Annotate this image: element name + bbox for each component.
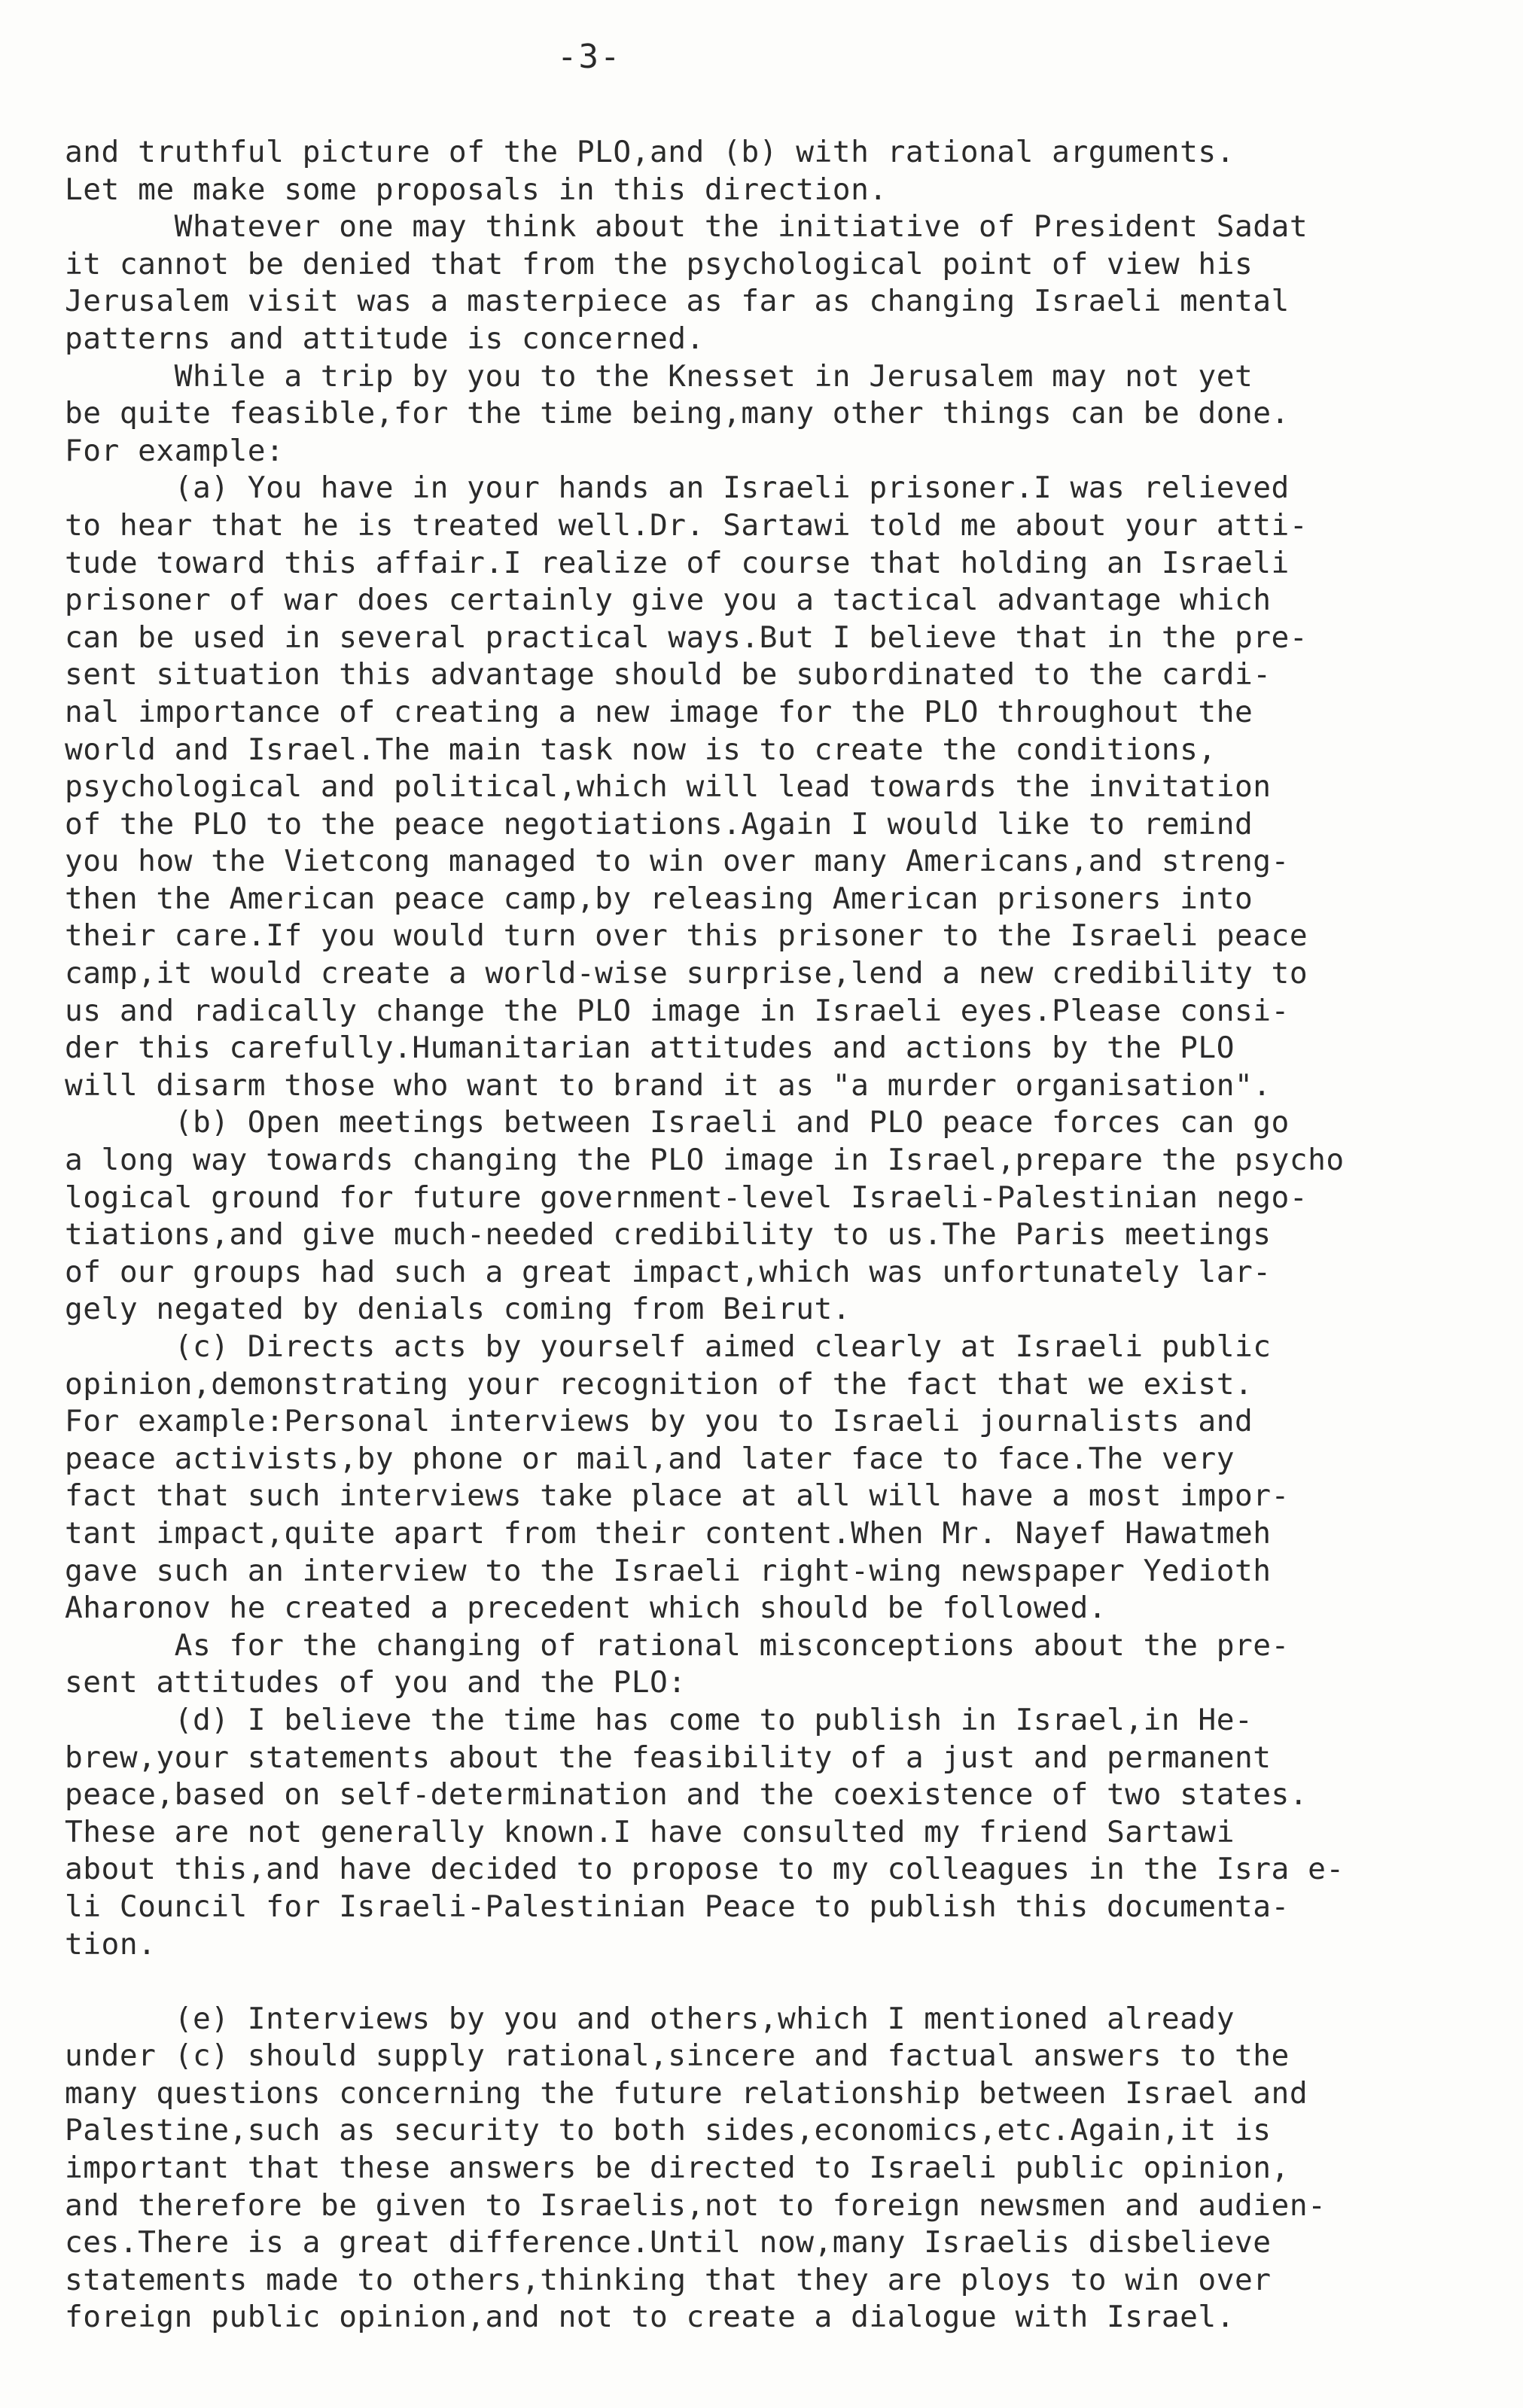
text-line: will disarm those who want to brand it as "a murder organisation". (65, 1067, 1272, 1103)
text-line: camp,it would create a world-wise surprise,lend a new credibility to (65, 956, 1308, 991)
text-line: Palestine,such as security to both sides,economics,etc.Again,it is (65, 2113, 1272, 2148)
text-line: der this carefully.Humanitarian attitudes and actions by the PLO (65, 1030, 1235, 1066)
text-line: you how the Vietcong managed to win over many Americans,and streng- (65, 844, 1290, 879)
text-line: their care.If you would turn over this prisoner to the Israeli peace (65, 918, 1308, 954)
text-line: tude toward this affair.I realize of course that holding an Israeli (65, 545, 1290, 580)
text-line: of our groups had such a great impact,which was unfortunately lar- (65, 1254, 1272, 1289)
text-line: logical ground for future government-level Israeli-Palestinian nego- (65, 1180, 1308, 1215)
text-line: a long way towards changing the PLO image in Israel,prepare the psycho (65, 1143, 1345, 1178)
text-line: and truthful picture of the PLO,and (b) with rational arguments. (65, 135, 1235, 169)
text-line: As for the changing of rational misconceptions about the pre- (65, 1627, 1290, 1663)
text-line: to hear that he is treated well.Dr. Sartawi told me about your atti- (65, 507, 1308, 543)
text-line (65, 1963, 1523, 2001)
text-line: gave such an interview to the Israeli right-wing newspaper Yedioth (65, 1553, 1272, 1588)
text-line: gely negated by denials coming from Beirut. (65, 1292, 851, 1327)
text-line: statements made to others,thinking that they are ploys to win over (65, 2262, 1272, 2297)
text-line: be quite feasible,for the time being,many other things can be done. (65, 396, 1290, 431)
text-line: about this,and have decided to propose to my colleagues in the Isra e- (65, 1852, 1345, 1887)
text-line: opinion,demonstrating your recognition of the fact that we exist. (65, 1366, 1253, 1402)
text-line: peace activists,by phone or mail,and later face to face.The very (65, 1441, 1235, 1476)
text-line: Jerusalem visit was a masterpiece as far as changing Israeli mental (65, 284, 1290, 319)
text-line: sent attitudes of you and the PLO: (65, 1665, 687, 1700)
text-line: Let me make some proposals in this direction. (65, 172, 888, 207)
text-line: ces.There is a great difference.Until now,many Israelis disbelieve (65, 2225, 1272, 2260)
text-line: can be used in several practical ways.But I believe that in the pre- (65, 620, 1308, 655)
text-line: of the PLO to the peace negotiations.Again I would like to remind (65, 806, 1253, 842)
text-line: important that these answers be directed to Israeli public opinion, (65, 2151, 1290, 2186)
text-line: fact that such interviews take place at all will have a most impor- (65, 1478, 1290, 1514)
text-line: Aharonov he created a precedent which should be followed. (65, 1591, 1107, 1626)
text-line: (e) Interviews by you and others,which I mentioned already (65, 2001, 1235, 2036)
text-line: foreign public opinion,and not to create a dialogue with Israel. (65, 2300, 1235, 2335)
text-line: tion. (65, 1926, 157, 1962)
text-line: peace,based on self-determination and the coexistence of two states. (65, 1777, 1308, 1813)
text-line: it cannot be denied that from the psychological point of view his (65, 246, 1253, 282)
text-line: sent situation this advantage should be subordinated to the cardi- (65, 657, 1272, 693)
text-line: These are not generally known.I have consulted my friend Sartawi (65, 1814, 1235, 1849)
text-line: brew,your statements about the feasibility of a just and permanent (65, 1740, 1272, 1775)
text-line: under (c) should supply rational,sincere and factual answers to the (65, 2038, 1290, 2074)
text-line: (d) I believe the time has come to publish in Israel,in He- (65, 1702, 1253, 1737)
text-line: patterns and attitude is concerned. (65, 321, 705, 356)
text-line: world and Israel.The main task now is to create the conditions, (65, 732, 1217, 767)
text-line: For example: (65, 433, 285, 468)
text-line: psychological and political,which will lead towards the invitation (65, 769, 1272, 805)
text-line: (a) You have in your hands an Israeli prisoner.I was relieved (65, 470, 1290, 506)
text-line: For example:Personal interviews by you to Israeli journalists and (65, 1404, 1253, 1439)
text-line: tiations,and give much-needed credibility to us.The Paris meetings (65, 1217, 1272, 1253)
text-line: li Council for Israeli-Palestinian Peace to publish this documenta- (65, 1889, 1290, 1924)
text-line: (b) Open meetings between Israeli and PLO peace forces can go (65, 1105, 1290, 1140)
text-line: and therefore be given to Israelis,not to foreign newsmen and audien- (65, 2187, 1327, 2223)
text-line: While a trip by you to the Knesset in Jerusalem may not yet (65, 358, 1253, 394)
text-line: then the American peace camp,by releasing American prisoners into (65, 881, 1253, 916)
page-number: -3- (557, 38, 622, 76)
letter-body (65, 134, 1523, 2336)
text-line: many questions concerning the future relationship between Israel and (65, 2075, 1308, 2111)
text-line: tant impact,quite apart from their content.When Mr. Nayef Hawatmeh (65, 1515, 1272, 1551)
text-line: nal importance of creating a new image for the PLO throughout the (65, 694, 1253, 729)
text-line: (c) Directs acts by yourself aimed clearly at Israeli public (65, 1329, 1272, 1364)
text-line: prisoner of war does certainly give you a tactical advantage which (65, 583, 1272, 618)
text-line: Whatever one may think about the initiative of President Sadat (65, 209, 1308, 245)
text-line: us and radically change the PLO image in Israeli eyes.Please consi- (65, 993, 1290, 1028)
